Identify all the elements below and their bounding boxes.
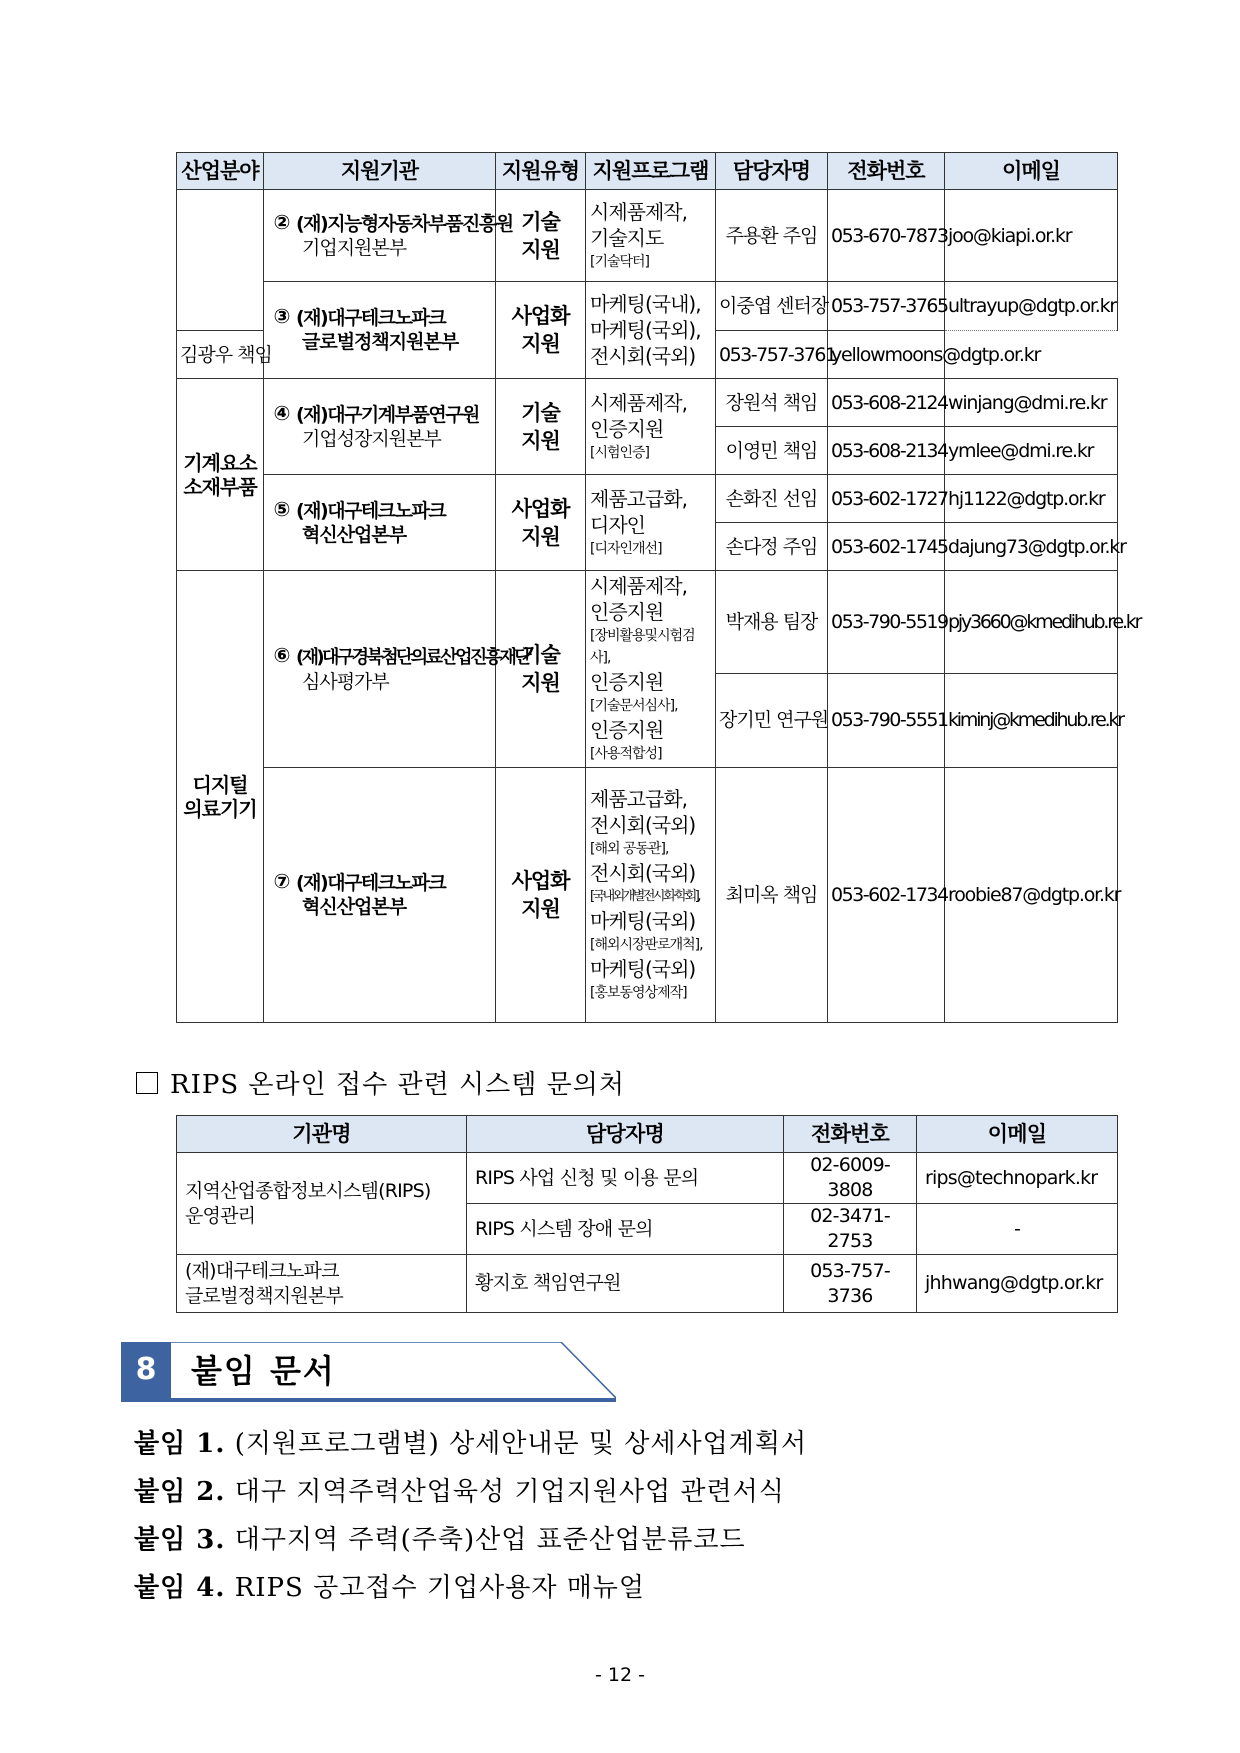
contact-name: 이영민 책임: [716, 427, 828, 475]
support-type-cell: 사업화 지원: [496, 475, 586, 571]
person-cell: 황지호 책임연구원: [467, 1255, 784, 1313]
table-row: [177, 571, 1118, 674]
item-number: ④: [273, 400, 291, 425]
item-number: ③: [273, 304, 291, 328]
list-item: 붙임 1. (지원프로그램별) 상세안내문 및 상세사업계획서: [134, 1429, 808, 1459]
item-number: ⑤: [273, 496, 291, 521]
section-number: 8: [121, 1342, 171, 1398]
contact-email: dajung73@dgtp.or.kr: [945, 523, 1118, 571]
program-cell: 마케팅(국내), 마케팅(국외), 전시회(국외): [586, 282, 716, 379]
table-row: [177, 475, 1118, 523]
header-cell: 담당자명: [716, 153, 828, 190]
rips-contact-table: [176, 1115, 1118, 1313]
support-type-cell: 사업화 지원: [496, 768, 586, 1023]
contact-name: 최미옥 책임: [716, 768, 828, 1023]
email-cell: rips@technopark.kr: [917, 1153, 1118, 1204]
header-cell: 지원기관: [264, 153, 496, 190]
table-row: [177, 379, 1118, 427]
table-header-row: [177, 153, 1118, 190]
support-type-cell: 기술 지원: [496, 379, 586, 475]
table-row: [177, 1255, 1118, 1313]
program-cell: 시제품제작, 인증지원 [장비활용및시험검사], 인증지원 [기술문서심사], 인증지원 [사용적합성]: [586, 571, 716, 768]
attachments-title: 붙임 문서: [191, 1352, 336, 1390]
contact-email: ymlee@dmi.re.kr: [945, 427, 1118, 475]
contact-phone: 053-608-2124: [828, 379, 945, 427]
program-cell: 시제품제작, 인증지원 [시험인증]: [586, 379, 716, 475]
item-number: ⑦: [273, 869, 291, 893]
agency-dept: 기업지원본부: [302, 236, 407, 259]
list-item: 붙임 4. RIPS 공고접수 기업사용자 매뉴얼: [134, 1573, 646, 1603]
email-cell: jhhwang@dgtp.or.kr: [917, 1255, 1118, 1313]
contact-name: 장원석 책임: [716, 379, 828, 427]
contact-email: kiminj@kmedihub.re.kr: [945, 673, 1118, 767]
header-underline: [121, 1398, 616, 1402]
phone-cell: 02-6009-3808: [784, 1153, 917, 1204]
section-heading: [136, 1064, 625, 1101]
phone-cell: 02-3471-2753: [784, 1204, 917, 1255]
contact-email: roobie87@dgtp.or.kr: [945, 768, 1118, 1023]
attachments-list: [134, 1420, 807, 1612]
contact-phone: 053-608-2134: [828, 427, 945, 475]
table-row: [177, 282, 1118, 331]
header-cell: 전화번호: [784, 1116, 917, 1153]
header-cell: 이메일: [945, 153, 1118, 190]
agency-name: (재)지능형자동차부품진흥원: [296, 212, 513, 235]
contact-email: winjang@dmi.re.kr: [945, 379, 1118, 427]
contact-phone: 053-790-5519: [828, 571, 945, 674]
contact-email: joo@kiapi.or.kr: [945, 190, 1118, 282]
industry-field-cell: 기계요소 소재부품: [177, 379, 264, 571]
header-cell: 산업분야: [177, 153, 264, 190]
item-number: ⑥: [273, 642, 291, 667]
person-cell: RIPS 시스템 장애 문의: [467, 1204, 784, 1255]
agency-cell: ④ (재)대구기계부품연구원 기업성장지원본부: [264, 379, 496, 475]
email-cell: -: [917, 1204, 1118, 1255]
contact-phone: 053-757-3761: [716, 331, 828, 379]
contact-phone: 053-602-1745: [828, 523, 945, 571]
table-row: [177, 1153, 1118, 1204]
contact-name: 김광우 책임: [177, 331, 264, 379]
contact-name: 주용환 주임: [716, 190, 828, 282]
phone-cell: 053-757-3736: [784, 1255, 917, 1313]
support-type-cell: 기술 지원: [496, 571, 586, 768]
attachments-header: [121, 1342, 616, 1402]
person-cell: RIPS 사업 신청 및 이용 문의: [467, 1153, 784, 1204]
section-title: RIPS 온라인 접수 관련 시스템 문의처: [170, 1070, 625, 1100]
header-cell: 기관명: [177, 1116, 467, 1153]
program-cell: 제품고급화, 전시회(국외) [해외 공동관], 전시회(국외) [국내외개별전시회·학회], 마케팅(국외) [해외시장판로개척], 마케팅(국외) [홍보동영상제작]: [586, 768, 716, 1023]
contact-email: hj1122@dgtp.or.kr: [945, 475, 1118, 523]
page-number: - 12 -: [595, 1664, 645, 1686]
table-header-row: [177, 1116, 1118, 1153]
agency-cell: [264, 190, 513, 282]
org-cell: 지역산업종합정보시스템(RIPS) 운영관리: [177, 1153, 467, 1255]
table-row: [177, 768, 1118, 1023]
agency-cell: ⑤ (재)대구테크노파크 혁신산업본부: [264, 475, 496, 571]
org-cell: (재)대구테크노파크 글로벌정책지원본부: [177, 1255, 467, 1313]
contact-name: 이중엽 센터장: [716, 282, 828, 331]
program-cell: 시제품제작, 기술지도 [기술닥터]: [586, 190, 716, 282]
list-item: 붙임 2. 대구 지역주력산업육성 기업지원사업 관련서식: [134, 1477, 785, 1507]
industry-field-cell: 디지털 의료기기: [177, 571, 264, 1023]
program-cell: 제품고급화, 디자인 [디자인개선]: [586, 475, 716, 571]
support-type-cell: 사업화 지원: [496, 282, 586, 379]
contact-phone: 053-670-7873: [828, 190, 945, 282]
header-cell: 전화번호: [828, 153, 945, 190]
header-cell: 지원유형: [496, 153, 586, 190]
list-item: 붙임 3. 대구지역 주력(주축)산업 표준산업분류코드: [134, 1525, 746, 1555]
agency-cell: ⑥ (재)대구경북첨단의료산업진흥재단 심사평가부: [264, 571, 496, 768]
contact-phone: 053-790-5551: [828, 673, 945, 767]
agency-cell: ⑦ (재)대구테크노파크 혁신산업본부: [264, 768, 496, 1023]
industry-field-cell: [177, 190, 264, 331]
contact-email: pjy3660@kmedihub.re.kr: [945, 571, 1118, 674]
contact-phone: 053-757-3765: [828, 282, 945, 331]
header-cell: 담당자명: [467, 1116, 784, 1153]
agency-cell: ③ (재)대구테크노파크 글로벌정책지원본부: [264, 282, 496, 379]
support-agency-table: [176, 152, 1141, 1023]
header-cell: 지원프로그램: [586, 153, 716, 190]
contact-name: 손화진 선임: [716, 475, 828, 523]
contact-phone: 053-602-1734: [828, 768, 945, 1023]
contact-name: 박재용 팀장: [716, 571, 828, 674]
contact-email: ultrayup@dgtp.or.kr: [945, 282, 1118, 331]
table-row: [177, 190, 1118, 282]
support-type-cell: 기술 지원: [496, 190, 586, 282]
contact-email: yellowmoons@dgtp.or.kr: [828, 331, 945, 379]
contact-name: 장기민 연구원: [716, 673, 828, 767]
header-cell: 이메일: [917, 1116, 1118, 1153]
contact-phone: 053-602-1727: [828, 475, 945, 523]
contact-name: 손다정 주임: [716, 523, 828, 571]
item-number: ②: [273, 209, 291, 234]
checkbox-square-icon: [136, 1072, 158, 1094]
